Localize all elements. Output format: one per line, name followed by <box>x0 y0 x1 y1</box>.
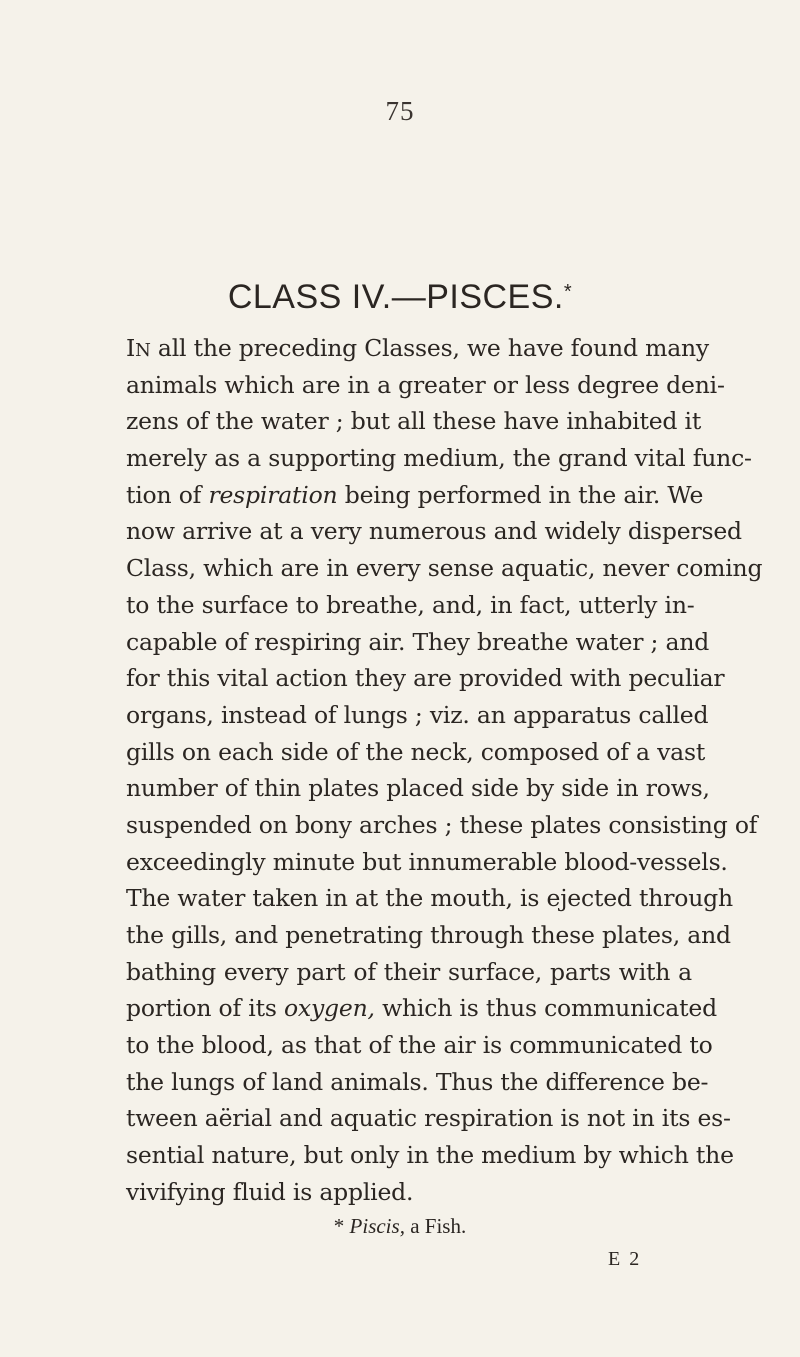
text-span: capable of respiring air. They breathe water ; and <box>126 627 710 656</box>
text-line <box>126 954 692 991</box>
page-number: 75 <box>385 96 415 126</box>
text-line <box>126 440 752 477</box>
text-span: The water taken in at the mouth, is ejected through <box>126 884 733 913</box>
body-paragraph <box>126 330 763 1211</box>
text-span: portion of its <box>126 994 284 1023</box>
text-span: for this vital action they are provided with peculiar <box>126 664 725 693</box>
text-span: suspended on bony arches ; these plates consisting of <box>126 810 758 839</box>
text-line <box>126 1174 692 1211</box>
text-line <box>126 330 710 367</box>
text-span: being performed in the air. We <box>337 480 704 509</box>
text-line <box>126 770 710 807</box>
text-line <box>126 1100 731 1137</box>
text-span: tween aërial and aquatic respiration is not in its es- <box>126 1104 731 1133</box>
text-span: vivifying fluid is applied. <box>126 1177 414 1206</box>
text-line <box>126 1137 734 1174</box>
text-span: now arrive at a very numerous and widely dispersed <box>126 517 742 546</box>
chapter-heading <box>0 278 800 317</box>
text-span: tion of <box>126 480 209 509</box>
text-line <box>126 917 731 954</box>
text-line <box>126 1064 709 1101</box>
text-line <box>126 880 733 917</box>
text-line <box>126 403 702 440</box>
text-span: zens of the water ; but all these have inhabited it <box>126 407 702 436</box>
opening-word: IN <box>126 334 151 362</box>
italic-term: respiration <box>208 480 338 509</box>
text-line <box>126 734 706 771</box>
text-span: which is thus communicated <box>374 994 717 1023</box>
text-line <box>126 587 695 624</box>
text-span: number of thin plates placed side by side in rows, <box>126 774 710 803</box>
footnote-mark: * <box>333 1214 345 1238</box>
text-span: to the blood, as that of the air is communicated to <box>126 1031 713 1060</box>
footnote-reference: * <box>563 281 573 303</box>
text-span: Class, which are in every sense aquatic, never coming <box>126 554 763 583</box>
text-line <box>126 624 710 661</box>
text-line <box>126 844 728 881</box>
footnote <box>0 1214 800 1239</box>
text-line <box>126 367 725 404</box>
footnote-term: Piscis, <box>349 1214 405 1238</box>
text-line <box>126 550 763 587</box>
footnote-definition: a Fish. <box>404 1214 467 1238</box>
text-span: the lungs of land animals. Thus the difference be- <box>126 1067 709 1096</box>
italic-term: oxygen, <box>283 994 375 1023</box>
text-span: bathing every part of their surface, parts with a <box>126 957 692 986</box>
text-line <box>126 697 709 734</box>
text-span: organs, instead of lungs ; viz. an apparatus called <box>126 700 709 729</box>
text-span: all the preceding Classes, we have found many <box>150 334 710 362</box>
text-line <box>126 1027 713 1064</box>
text-span: merely as a supporting medium, the grand vital func- <box>126 444 752 473</box>
text-span: the gills, and penetrating through these plates, and <box>126 921 731 949</box>
text-line <box>126 477 704 514</box>
text-span: sential nature, but only in the medium by which the <box>126 1141 734 1170</box>
text-span: exceedingly minute but innumerable blood-vessels. <box>126 847 728 876</box>
text-span: to the surface to breathe, and, in fact, utterly in- <box>126 590 695 619</box>
signature-mark: E 2 <box>608 1248 642 1270</box>
text-span: gills on each side of the neck, composed of a vast <box>126 737 706 766</box>
text-line <box>126 807 758 844</box>
text-line <box>126 513 742 550</box>
text-span: animals which are in a greater or less degree deni- <box>126 370 725 399</box>
chapter-heading-text: CLASS IV.—PISCES. <box>227 278 564 316</box>
text-line <box>126 990 717 1027</box>
text-line <box>126 660 725 697</box>
